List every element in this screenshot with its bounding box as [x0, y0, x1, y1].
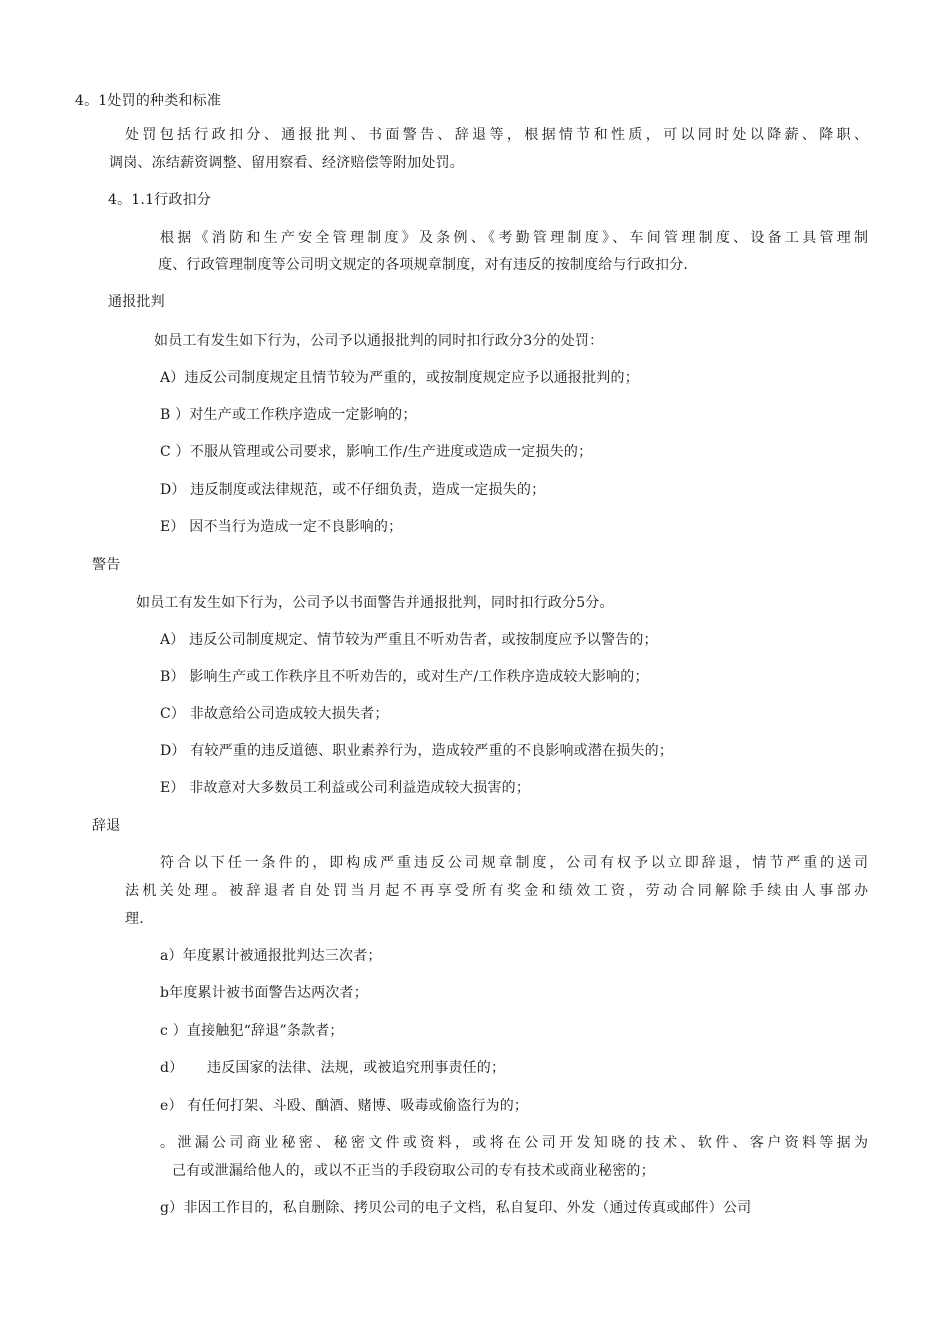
- dismissal-item-e: e） 有任何打架、斗殴、酗酒、赌博、吸毒或偷盗行为的；: [160, 1098, 529, 1114]
- warning-item-a: A） 违反公司制度规定、情节较为严重且不听劝告者，或按制度应予以警告的；: [160, 632, 658, 648]
- criticism-item-c: C ）不服从管理或公司要求，影响工作/生产进度或造成一定损失的；: [160, 444, 593, 460]
- criticism-intro: 如员工有发生如下行为，公司予以通报批判的同时扣行政分3分的处罚：: [154, 333, 604, 349]
- criticism-item-d: D） 违反制度或法律规范，或不仔细负责，造成一定损失的；: [160, 482, 546, 498]
- criticism-item-b: B ）对生产或工作秩序造成一定影响的；: [160, 407, 417, 423]
- section-4-1-1-body-line-1: 根据《消防和生产安全管理制度》及条例、《考勤管理制度》、车间管理制度、设备工具管理制: [160, 230, 868, 246]
- section-4-1-heading: 4。1处罚的种类和标准: [75, 93, 222, 109]
- criticism-item-e: E） 因不当行为造成一定不良影响的；: [160, 519, 403, 535]
- dismissal-item-a: a）年度累计被通报批判达三次者；: [160, 948, 382, 964]
- warning-item-e: E） 非故意对大多数员工利益或公司利益造成较大损害的；: [160, 780, 531, 796]
- section-4-1-1-heading: 4。1.1行政扣分: [108, 192, 211, 208]
- criticism-item-a: A）违反公司制度规定且情节较为严重的，或按制度规定应予以通报批判的；: [160, 370, 639, 386]
- warning-heading: 警告: [92, 557, 121, 573]
- warning-item-b: B） 影响生产或工作秩序且不听劝告的，或对生产/工作秩序造成较大影响的；: [160, 669, 649, 685]
- warning-intro: 如员工有发生如下行为，公司予以书面警告并通报批判，同时扣行政分5分。: [136, 595, 614, 611]
- dismissal-item-b: b年度累计被书面警告达两次者；: [160, 985, 368, 1001]
- dismissal-item-f-line-2: 己有或泄漏给他人的，或以不正当的手段窃取公司的专有技术或商业秘密的；: [172, 1163, 655, 1179]
- section-4-1-intro-line-1: 处罚包括行政扣分、通报批判、书面警告、辞退等，根据情节和性质，可以同时处以降薪、降职、: [125, 127, 868, 143]
- warning-item-c: C） 非故意给公司造成较大损失者；: [160, 706, 389, 722]
- section-4-1-1-body-line-2: 度、行政管理制度等公司明文规定的各项规章制度，对有违反的按制度给与行政扣分.: [158, 257, 689, 273]
- dismissal-item-g: g）非因工作目的，私自删除、拷贝公司的电子文档，私自复印、外发（通过传真或邮件）公司: [160, 1200, 752, 1216]
- dismissal-item-c: c ）直接触犯“辞退”条款者；: [160, 1023, 344, 1039]
- section-4-1-intro-line-2: 调岗、冻结薪资调整、留用察看、经济赔偿等附加处罚。: [109, 155, 464, 171]
- dismissal-item-f-line-1: 。泄漏公司商业秘密、秘密文件或资料，或将在公司开发知晓的技术、软件、客户资料等据为: [160, 1135, 868, 1151]
- dismissal-heading: 辞退: [92, 818, 121, 834]
- dismissal-item-d-marker: d）: [160, 1060, 184, 1076]
- dismissal-item-d-text: 违反国家的法律、法规，或被追究刑事责任的；: [207, 1060, 506, 1076]
- dismissal-intro-line-3: 理.: [125, 911, 144, 927]
- dismissal-intro-line-2: 法机关处理。被辞退者自处罚当月起不再享受所有奖金和绩效工资，劳动合同解除手续由人事部办: [125, 883, 868, 899]
- dismissal-intro-line-1: 符合以下任一条件的，即构成严重违反公司规章制度，公司有权予以立即辞退，情节严重的送司: [160, 855, 868, 871]
- criticism-heading: 通报批判: [108, 294, 165, 310]
- warning-item-d: D） 有较严重的违反道德、职业素养行为，造成较严重的不良影响或潜在损失的；: [160, 743, 674, 759]
